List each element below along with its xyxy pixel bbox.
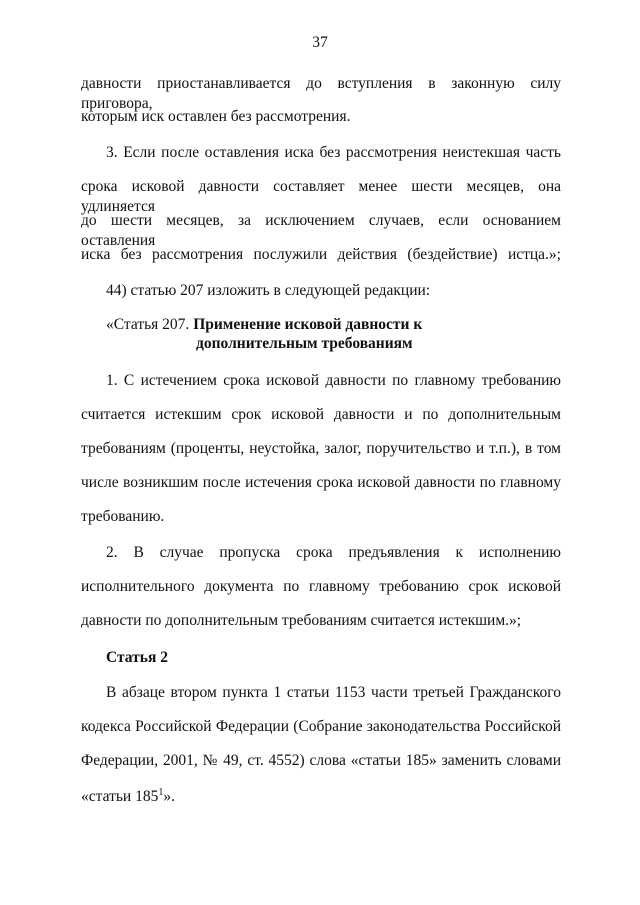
paragraph-line: требованиям (проценты, неустойка, залог, поручительство и т.п.), в том xyxy=(81,440,561,457)
paragraph-line: В абзаце втором пункта 1 статьи 1153 части третьей Гражданского xyxy=(106,684,561,701)
paragraph-line: 1. С истечением срока исковой давности по главному требованию xyxy=(106,372,561,389)
paragraph-line: 3. Если после оставления иска без рассмотрения неистекшая часть xyxy=(106,144,561,161)
page-number: 37 xyxy=(312,34,328,51)
article-title-line-2: дополнительным требованиям xyxy=(196,335,413,352)
paragraph-line: кодекса Российской Федерации (Собрание законодательства Российской xyxy=(81,718,561,735)
paragraph-line: давности по дополнительным требованиям считается истекшим.»; xyxy=(81,612,522,629)
article-heading xyxy=(106,315,561,335)
text-fragment: ». xyxy=(163,788,175,805)
paragraph-line xyxy=(81,787,561,807)
paragraph-line: которым иск оставлен без рассмотрения. xyxy=(81,108,351,125)
superscript: 1 xyxy=(158,787,164,798)
text-fragment: «статьи 185 xyxy=(81,788,159,805)
paragraph-line: давности приостанавливается до вступления в законную силу приговора, xyxy=(81,75,561,112)
article-prefix: «Статья 207. xyxy=(106,316,194,333)
paragraph-line: до шести месяцев, за исключением случаев, если основанием оставления xyxy=(81,212,561,249)
paragraph-line: исполнительного документа по главному требованию срок исковой xyxy=(81,578,561,595)
paragraph-line: срока исковой давности составляет менее шести месяцев, она удлиняется xyxy=(81,178,561,215)
article-title: Применение исковой давности к xyxy=(193,316,423,333)
paragraph-line: 44) статью 207 изложить в следующей редакции: xyxy=(106,282,431,299)
section-heading: Статья 2 xyxy=(106,649,168,666)
paragraph-line: считается истекшим срок исковой давности и по дополнительным xyxy=(81,406,561,423)
paragraph-line: требованию. xyxy=(81,508,165,525)
paragraph-line: числе возникшим после истечения срока исковой давности по главному xyxy=(81,474,561,491)
paragraph-line: Федерации, 2001, № 49, ст. 4552) слова «статьи 185» заменить словами xyxy=(81,752,561,769)
paragraph-line: 2. В случае пропуска срока предъявления к исполнению xyxy=(106,544,561,561)
paragraph-line: иска без рассмотрения послужили действия (бездействие) истца.»; xyxy=(81,246,561,263)
